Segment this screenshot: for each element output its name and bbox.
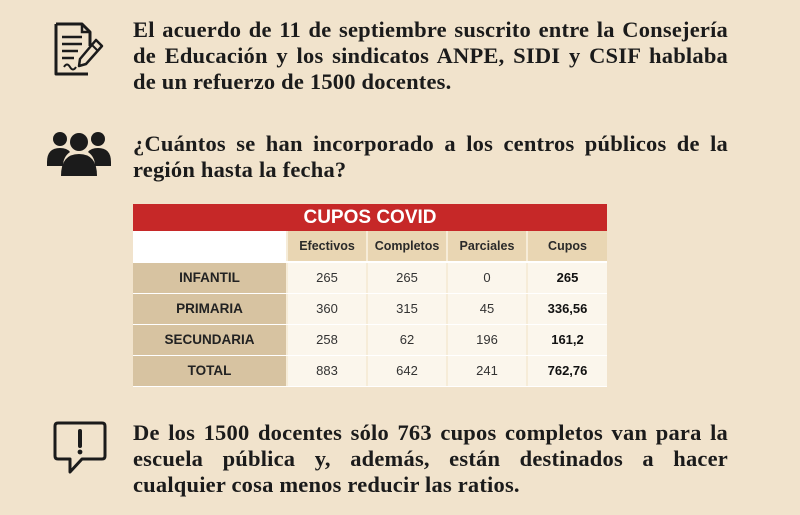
table-cell: 45 xyxy=(448,294,528,324)
row-label: PRIMARIA xyxy=(133,294,288,324)
cupos-covid-table xyxy=(133,204,607,387)
table-cell: 161,2 xyxy=(528,325,607,355)
column-header: Efectivos xyxy=(288,231,368,261)
table-cell: 265 xyxy=(368,263,448,293)
table-grid xyxy=(133,231,607,387)
column-header: Completos xyxy=(368,231,448,261)
table-cell: 360 xyxy=(288,294,368,324)
table-cell: 336,56 xyxy=(528,294,607,324)
table-cell: 762,76 xyxy=(528,356,607,386)
table-total-row xyxy=(133,356,607,386)
document-edit-icon xyxy=(52,20,104,78)
table-cell: 883 xyxy=(288,356,368,386)
table-cell: 62 xyxy=(368,325,448,355)
table-cell: 315 xyxy=(368,294,448,324)
table-cell: 0 xyxy=(448,263,528,293)
column-header: Cupos xyxy=(528,231,607,261)
table-cell: 196 xyxy=(448,325,528,355)
table-row xyxy=(133,325,607,355)
table-cell: 265 xyxy=(288,263,368,293)
row-label: INFANTIL xyxy=(133,263,288,293)
row-label: SECUNDARIA xyxy=(133,325,288,355)
header-empty-cell xyxy=(133,231,288,261)
conclusion-paragraph: De los 1500 docentes sólo 763 cupos completos van para la escuela pública y, además, están destinados a hacer cualquier cosa menos reducir las ratios. xyxy=(133,420,728,497)
table-cell: 265 xyxy=(528,263,607,293)
alert-speech-bubble-icon xyxy=(52,420,108,478)
table-cell: 241 xyxy=(448,356,528,386)
table-cell: 258 xyxy=(288,325,368,355)
row-label: TOTAL xyxy=(133,356,288,386)
table-row xyxy=(133,263,607,293)
table-cell: 642 xyxy=(368,356,448,386)
group-people-icon xyxy=(46,126,112,178)
agreement-paragraph: El acuerdo de 11 de septiembre suscrito entre la Consejería de Educación y los sindicatos ANPE, SIDI y CSIF hablaba de un refuerzo de 1500 docentes. xyxy=(133,17,728,94)
table-title: CUPOS COVID xyxy=(133,204,607,231)
table-row xyxy=(133,294,607,324)
column-header: Parciales xyxy=(448,231,528,261)
table-header-row xyxy=(133,231,607,261)
question-paragraph: ¿Cuántos se han incorporado a los centros públicos de la región hasta la fecha? xyxy=(133,131,728,182)
